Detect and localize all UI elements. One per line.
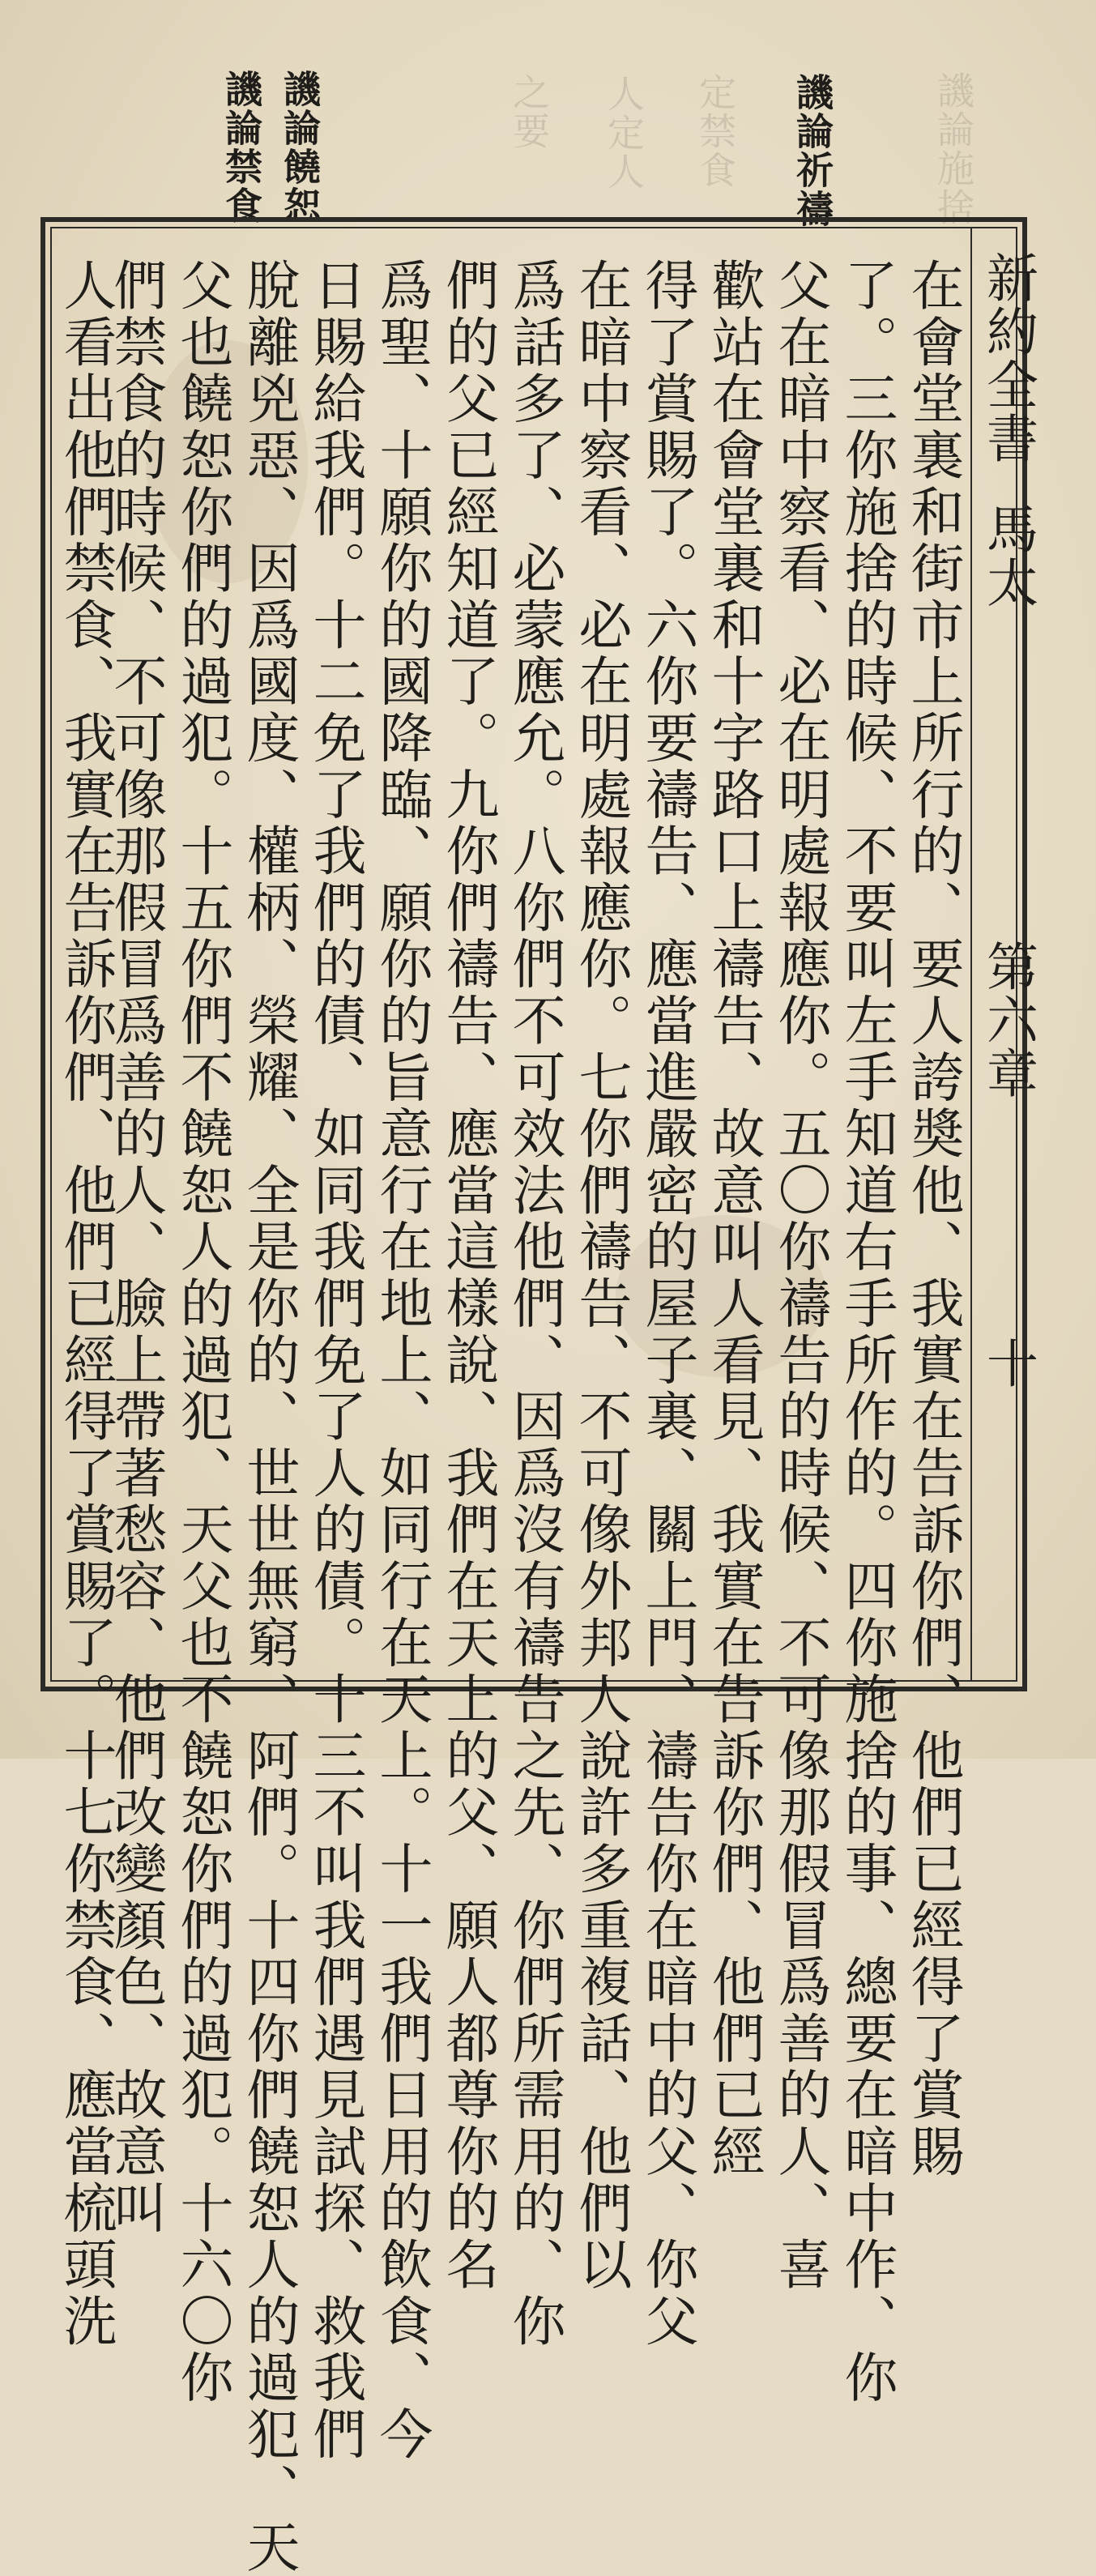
book-title: 新約全書 xyxy=(978,251,1038,465)
text-column: 們禁食的時候、不可像那假冒爲善的人、臉上帶著愁容、他們改變顏色、故意叫 xyxy=(104,258,167,2237)
text-column: 脫離兇惡、因爲國度、權柄、榮耀、全是你的、世世無窮、阿們。十四你們饒恕人的過犯、天 xyxy=(237,258,300,2576)
margin-note-faded: 定禁食 xyxy=(693,73,737,190)
margin-heading-forgiveness: 譏論饒恕 xyxy=(278,70,322,225)
text-column: 日賜給我們。十二免了我們的債、如同我們免了人的債。十三不叫我們遇見試探、救我們 xyxy=(304,258,366,2463)
text-column: 得了賞賜了。六你要禱告、應當進嚴密的屋子裏、關上門、禱告你在暗中的父、你父 xyxy=(636,258,698,2350)
margin-note-faded: 譏論施捨 xyxy=(932,71,975,227)
margin-note-faded: 人定人 xyxy=(602,75,646,191)
text-column: 父在暗中察看、必在明處報應你。五〇你禱告的時候、不可像那假冒爲善的人、喜 xyxy=(769,258,831,2293)
text-column: 父也饒恕你們的過犯。十五你們不饒恕人的過犯、天父也不饒恕你們的過犯。十六〇你 xyxy=(171,258,233,2407)
margin-heading-fasting: 譏論禁食 xyxy=(220,70,263,225)
margin-heading-prayer: 譏論祈禱 xyxy=(791,73,834,228)
text-column: 人看出他們禁食、我實在告訴你們、他們已經得了賞賜了。十七你禁食、應當梳頭洗 xyxy=(54,258,117,2350)
text-column: 在會堂裏和街市上所行的、要人誇奬他、我實在告訴你們、他們已經得了賞賜 xyxy=(902,258,964,2181)
chapter-label: 第六章 xyxy=(978,940,1038,1100)
header-divider xyxy=(970,227,972,1682)
text-column: 們的父已經知道了。九你們禱告、應當這樣說、我們在天上的父、願人都尊你的名 xyxy=(437,258,499,2293)
text-column: 歡站在會堂裏和十字路口上禱告、故意叫人看見、我實在告訴你們、他們已經 xyxy=(702,258,765,2181)
page-number: 十 xyxy=(978,1337,1038,1390)
text-column: 爲聖、十願你的國降臨、願你的旨意行在地上、如同行在天上。十一我們日用的飲食、今 xyxy=(370,258,433,2463)
text-column: 在暗中察看、必在明處報應你。七你們禱告、不可像外邦人說許多重複話、他們以 xyxy=(569,258,632,2293)
text-column: 了。三你施捨的時候、不要叫左手知道右手所作的。四你施捨的事、總要在暗中作、你 xyxy=(835,258,898,2407)
text-column: 爲話多了、必蒙應允。八你們不可效法他們、因爲沒有禱告之先、你們所需用的、你 xyxy=(503,258,565,2350)
margin-note-faded: 之要 xyxy=(507,73,551,151)
book-name: 馬太 xyxy=(978,502,1038,609)
